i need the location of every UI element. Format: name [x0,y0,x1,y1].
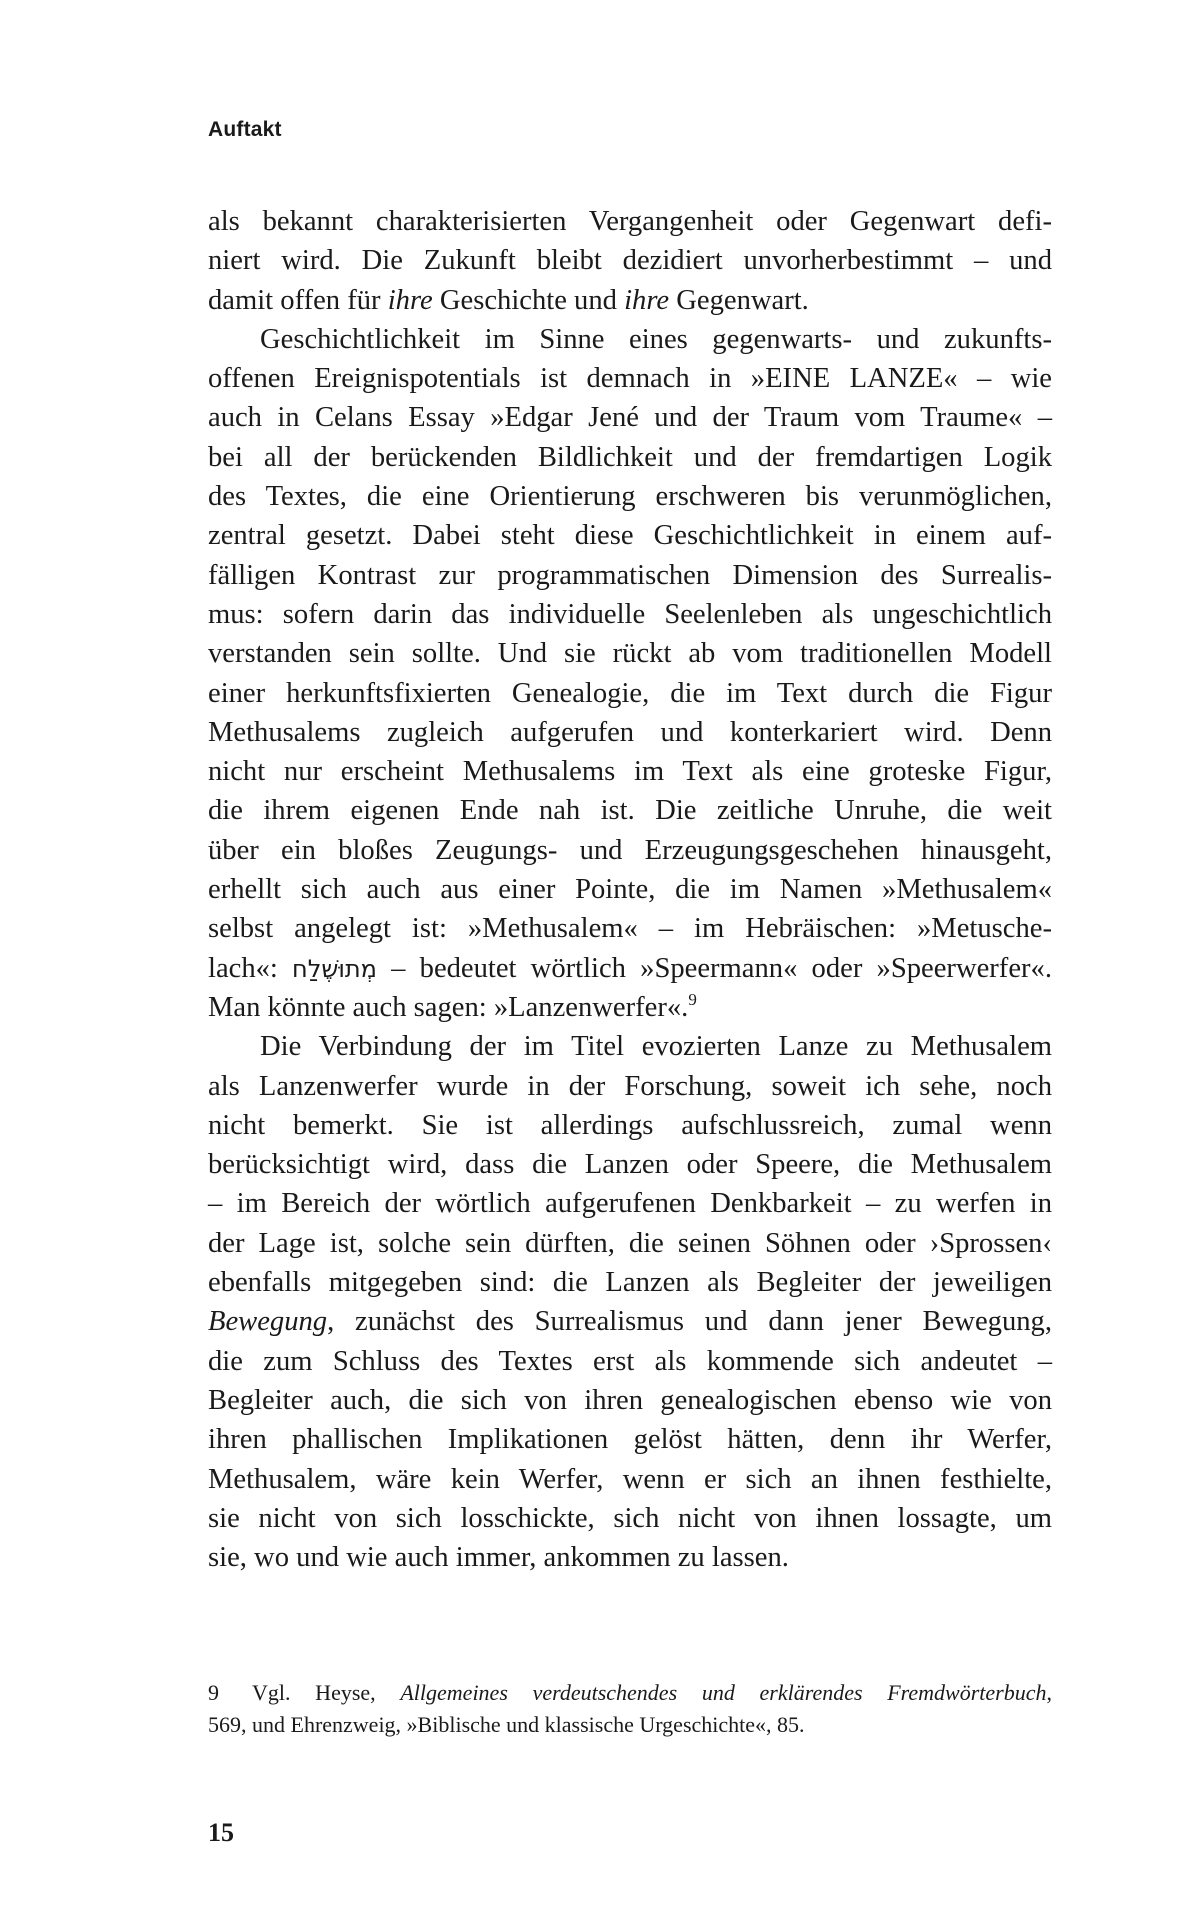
emphasis-ihre: ihre [624,284,670,316]
text-run: die zum Schluss des Textes erst als kommende sich andeutet – [208,1345,1052,1377]
paragraph-start-line [208,320,1052,359]
text-run: , [1046,1680,1052,1705]
text-run: sie nicht von sich losschickte, sich nicht von ihnen lossagte, um [208,1502,1052,1534]
text-line [208,281,1052,320]
text-run: auch in Celans Essay »Edgar Jené und der Traum vom Traume« – [208,402,1052,434]
text-line [208,1342,1052,1381]
text-run: Methusalems zugleich aufgerufen und konterkariert wird. Denn [208,716,1052,748]
text-run: – bedeutet wörtlich »Speermann« oder »Speerwerfer«. [376,952,1052,984]
text-run: sie, wo und wie auch immer, ankommen zu lassen. [208,1542,789,1574]
body-text [208,202,1052,1577]
text-line [208,1499,1052,1538]
text-line [208,1224,1052,1263]
text-line [208,516,1052,555]
footnote-number: 9 [208,1680,219,1705]
text-run: der Lage ist, solche sein dürften, die seinen Söhnen oder ›Sprossen‹ [208,1227,1052,1259]
text-line [208,202,1052,241]
text-run: des Textes, die eine Orientierung erschweren bis verunmöglichen, [208,481,1052,513]
text-run: Begleiter auch, die sich von ihren genealogischen ebenso wie von [208,1384,1052,1416]
text-run: als Lanzenwerfer wurde in der Forschung, soweit ich sehe, noch [208,1070,1052,1102]
text-run: ebenfalls mitgegeben sind: die Lanzen als Begleiter der jeweiligen [208,1267,1052,1299]
text-line [208,988,1052,1027]
text-run: einer herkunftsfixierten Genealogie, die im Text durch die Figur [208,677,1052,709]
text-run: Geschichtlichkeit im Sinne eines gegenwarts- und zukunfts- [260,323,1052,355]
text-run: lach«: [208,952,293,984]
text-run: – im Bereich der wörtlich aufgerufenen Denkbarkeit – zu werfen in [208,1188,1052,1220]
footnote-reference[interactable]: 9 [688,989,697,1009]
text-run: Geschichte und [432,284,625,316]
text-line [208,1067,1052,1106]
text-run: berücksichtigt wird, dass die Lanzen oder Speere, die Methusalem [208,1149,1052,1181]
text-run: Vgl. Heyse, [252,1680,401,1705]
emphasis-bewegung: Bewegung [208,1306,328,1338]
text-line [208,1145,1052,1184]
text-run: erhellt sich auch aus einer Pointe, die im Namen »Methusalem« [208,874,1052,906]
text-line [208,1420,1052,1459]
footnote-book-title: Allgemeines verdeutschendes und erklärendes Fremdwörterbuch [400,1680,1047,1705]
text-run: mus: sofern darin das individuelle Seelenleben als ungeschichtlich [208,598,1052,630]
text-run: selbst angelegt ist: »Methusalem« – im Hebräischen: »Metusche- [208,913,1052,945]
text-run: als bekannt charakterisierten Vergangenheit oder Gegenwart defi- [208,206,1052,237]
text-line [208,556,1052,595]
footnote-line [208,1677,1052,1709]
emphasis-ihre: ihre [387,284,433,316]
running-head: Auftakt [208,118,282,141]
text-line [208,1302,1052,1341]
text-run: Gegenwart. [669,284,809,316]
text-line [208,595,1052,634]
text-line [208,674,1052,713]
text-run: bei all der berückenden Bildlichkeit und der fremdartigen Logik [208,441,1052,473]
text-run: die ihrem eigenen Ende nah ist. Die zeitliche Unruhe, die weit [208,795,1052,827]
text-line [208,398,1052,437]
text-line [208,1184,1052,1223]
text-run: niert wird. Die Zukunft bleibt dezidiert unvorherbestimmt – und [208,245,1052,277]
page-number: 15 [208,1818,234,1847]
text-line [208,831,1052,870]
text-line [208,752,1052,791]
text-run: Die Verbindung der im Titel evozierten Lanze zu Methusalem [260,1031,1052,1063]
paragraph-start-line [208,1027,1052,1066]
text-run: Methusalem, wäre kein Werfer, wenn er sich an ihnen festhielte, [208,1463,1052,1495]
text-line [208,438,1052,477]
text-line [208,870,1052,909]
text-run: nicht nur erscheint Methusalems im Text als eine groteske Figur, [208,756,1052,788]
text-line [208,1381,1052,1420]
text-run: damit offen für [208,284,388,316]
text-run: fälligen Kontrast zur programmatischen Dimension des Surrealis- [208,559,1052,591]
text-run: offenen Ereignispotentials ist demnach in »EINE LANZE« – wie [208,363,1052,395]
text-line [208,1538,1052,1577]
text-line [208,477,1052,516]
text-line [208,1460,1052,1499]
text-line [208,909,1052,948]
text-line [208,949,1052,988]
text-line [208,634,1052,673]
text-run: nicht bemerkt. Sie ist allerdings aufschlussreich, zumal wenn [208,1109,1052,1141]
text-run: verstanden sein sollte. Und sie rückt ab vom traditionellen Modell [208,638,1052,670]
text-line [208,241,1052,280]
hebrew-word: מְתוּשֶׁלַח [292,954,377,983]
text-run: über ein bloßes Zeugungs- und Erzeugungsgeschehen hinausgeht, [208,834,1052,866]
footnote-line: 569, und Ehrenzweig, »Biblische und klassische Urgeschichte«, 85. [208,1712,805,1737]
text-line [208,1106,1052,1145]
text-line [208,713,1052,752]
text-run: , zunächst des Surrealismus und dann jener Bewegung, [327,1306,1052,1338]
text-line [208,791,1052,830]
text-line [208,359,1052,398]
text-run: Man könnte auch sagen: »Lanzenwerfer«. [208,991,689,1023]
text-line [208,1263,1052,1302]
text-run: ihren phallischen Implikationen gelöst hätten, denn ihr Werfer, [208,1424,1052,1456]
footnote [208,1677,1052,1741]
text-run: zentral gesetzt. Dabei steht diese Geschichtlichkeit in einem auf- [208,520,1052,552]
